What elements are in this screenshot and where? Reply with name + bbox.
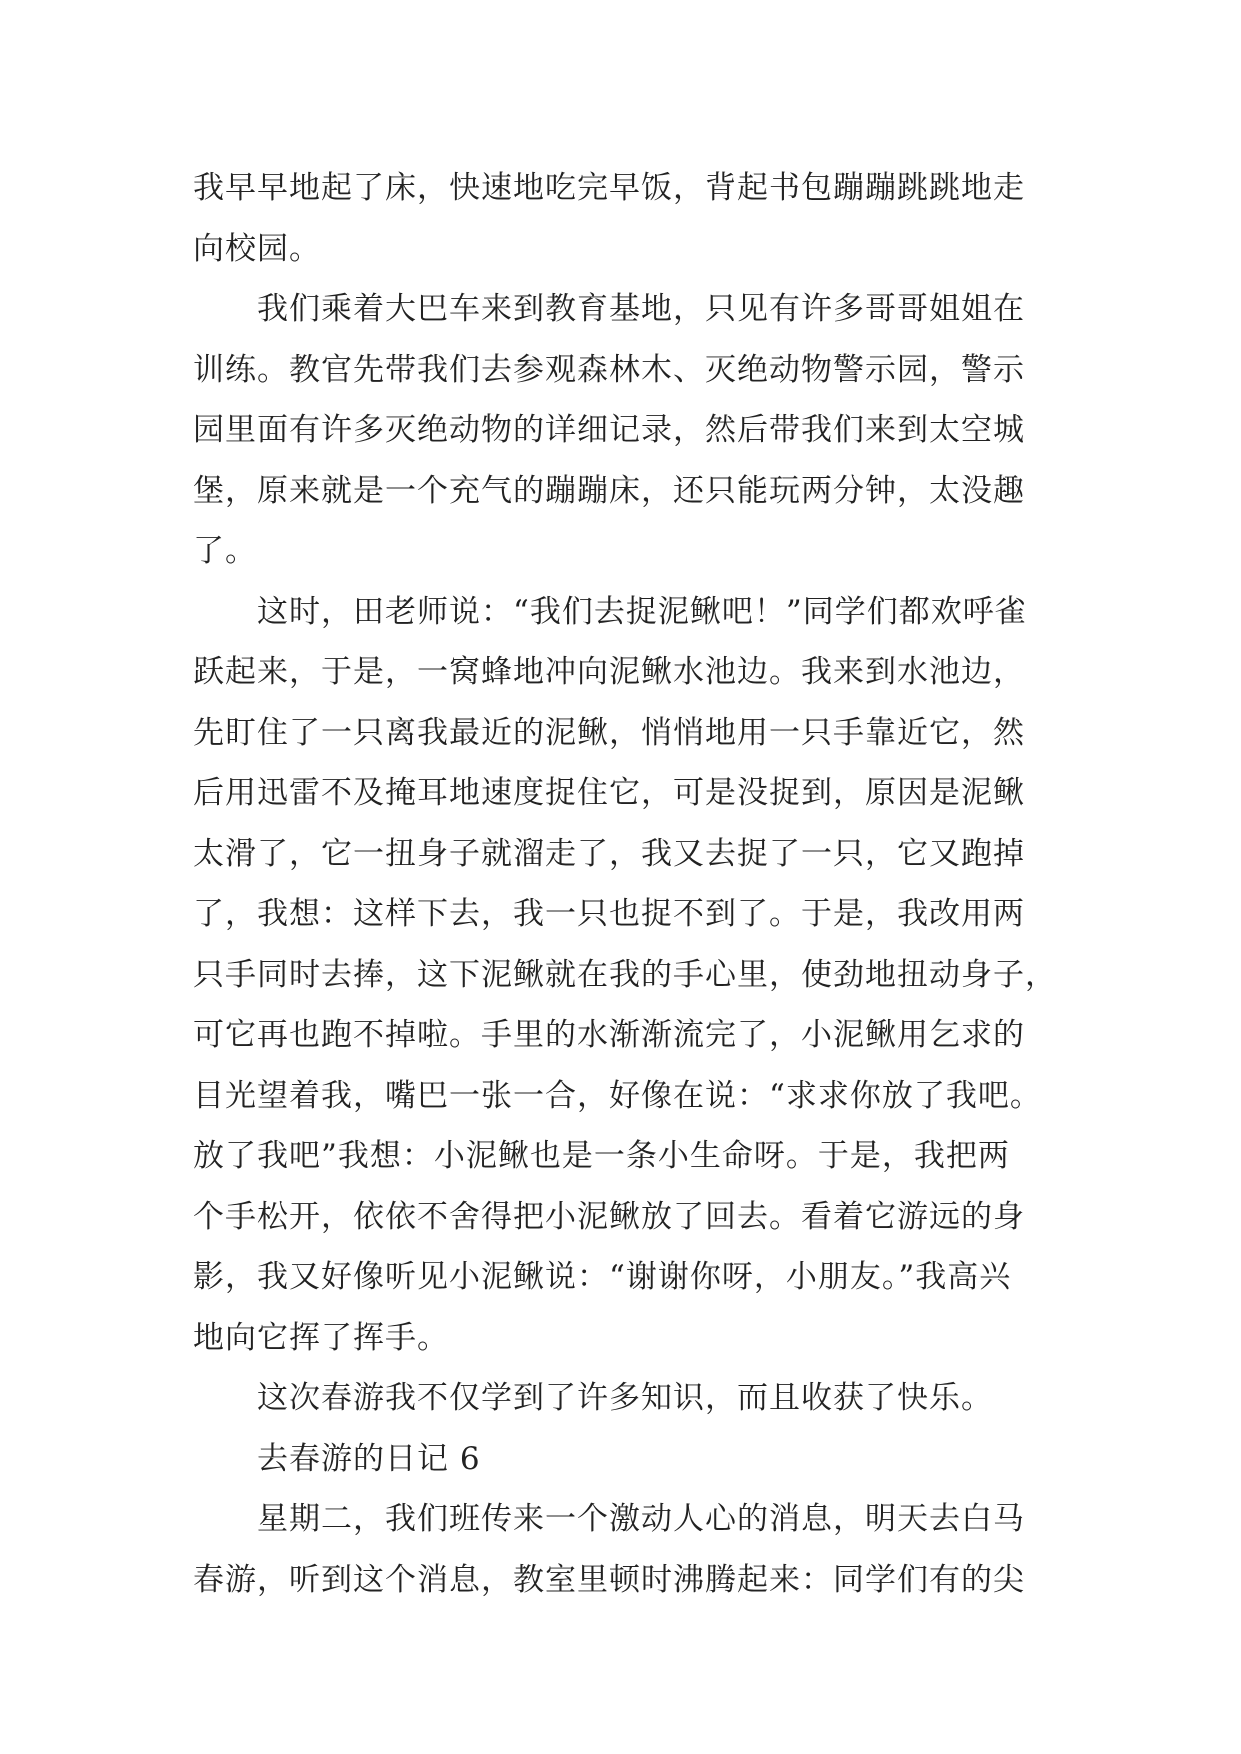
text-line: 训练。教官先带我们去参观森林木、灭绝动物警示园，警示: [193, 351, 1025, 388]
text-line: 个手松开，依依不舍得把小泥鳅放了回去。看着它游远的身: [193, 1198, 1025, 1235]
section-heading: 去春游的日记 6: [257, 1440, 481, 1477]
text-line: 我早早地起了床，快速地吃完早饭，背起书包蹦蹦跳跳地走: [193, 170, 1025, 206]
text-line: 目光望着我，嘴巴一张一合，好像在说：“求求你放了我吧。: [193, 1077, 1042, 1114]
text-line: 影，我又好像听见小泥鳅说：“谢谢你呀，小朋友。”我高兴: [193, 1259, 1012, 1295]
text-line: 放了我吧”我想：小泥鳅也是一条小生命呀。于是，我把两: [193, 1138, 1010, 1174]
paragraph-start-line: 星期二，我们班传来一个激动人心的消息，明天去白马: [257, 1501, 1025, 1537]
text-line: 只手同时去捧，这下泥鳅就在我的手心里，使劲地扭动身子，: [193, 956, 1057, 993]
text-line: 太滑了，它一扭身子就溜走了，我又去捉了一只，它又跑掉: [193, 835, 1025, 872]
document-body: [193, 158, 1063, 1610]
text-line: 先盯住了一只离我最近的泥鳅，悄悄地用一只手靠近它，然: [193, 714, 1025, 751]
text-line: 园里面有许多灭绝动物的详细记录，然后带我们来到太空城: [193, 412, 1025, 448]
text-line: 春游，听到这个消息，教室里顿时沸腾起来：同学们有的尖: [193, 1561, 1025, 1598]
text-line: 地向它挥了挥手。: [193, 1319, 449, 1356]
text-line: 可它再也跑不掉啦。手里的水渐渐流完了，小泥鳅用乞求的: [193, 1017, 1025, 1053]
text-line: 向校园。: [193, 230, 321, 267]
paragraph-start-line: 这时，田老师说：“我们去捉泥鳅吧！”同学们都欢呼雀: [257, 593, 1027, 630]
text-line: 了。: [193, 533, 257, 569]
text-line: 跃起来，于是，一窝蜂地冲向泥鳅水池边。我来到水池边，: [193, 654, 1025, 690]
paragraph-start-line: 我们乘着大巴车来到教育基地，只见有许多哥哥姐姐在: [257, 291, 1025, 327]
text-line: 了，我想：这样下去，我一只也捉不到了。于是，我改用两: [193, 896, 1025, 932]
text-line: 堡，原来就是一个充气的蹦蹦床，还只能玩两分钟，太没趣: [193, 472, 1025, 509]
paragraph-start-line: 这次春游我不仅学到了许多知识，而且收获了快乐。: [257, 1380, 993, 1416]
text-line: 后用迅雷不及掩耳地速度捉住它，可是没捉到，原因是泥鳅: [193, 775, 1025, 811]
